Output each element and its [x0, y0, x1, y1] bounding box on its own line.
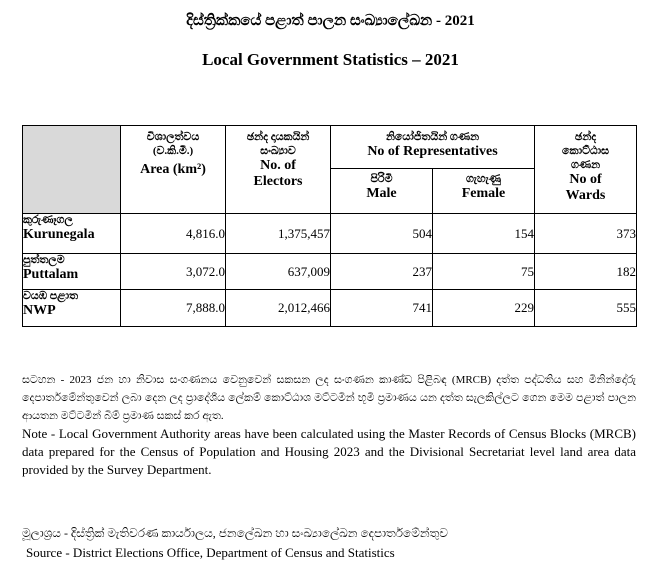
notes-block — [22, 371, 636, 479]
page-title-sinhala: දිස්ත්‍රික්කයේ පළාත් පාලන සංඛ්‍යාලේඛන - 2021 — [186, 13, 475, 29]
source-sinhala: මූලාශ්‍රය - දිස්ත්‍රික් මැතිවරණ කාර්යාලය, ජනලේඛන හා සංඛ්‍යාලේඛන දෙපාර්තමේන්තුව — [22, 526, 448, 540]
cell-wards: 373 — [535, 214, 637, 254]
cell-electors: 637,009 — [226, 254, 331, 290]
row-name-english: Kurunegala — [23, 227, 95, 242]
cell-female: 75 — [433, 254, 535, 290]
header-wards-english: No of Wards — [565, 172, 606, 203]
table-row — [23, 214, 637, 254]
cell-electors: 1,375,457 — [226, 214, 331, 254]
cell-electors: 2,012,466 — [226, 290, 331, 327]
header-wards — [535, 126, 637, 214]
cell-male: 504 — [331, 214, 433, 254]
cell-wards: 555 — [535, 290, 637, 327]
header-male-english: Male — [366, 186, 397, 201]
header-electors-english: No. of Electors — [253, 158, 303, 189]
row-name-sinhala: කුරුණෑගල — [23, 214, 73, 226]
cell-female: 154 — [433, 214, 535, 254]
cell-male: 741 — [331, 290, 433, 327]
header-electors-sinhala: ඡන්ද දායකයින් සංඛ්‍යාව — [246, 131, 310, 157]
row-name — [23, 254, 121, 290]
header-female — [433, 169, 535, 214]
row-name-english: NWP — [23, 303, 56, 318]
row-name-sinhala: පුත්තලම — [23, 254, 65, 266]
header-electors — [226, 126, 331, 214]
header-male-sinhala: පිරිමි — [370, 173, 393, 185]
header-representatives-english: No of Representatives — [367, 144, 498, 159]
header-area — [121, 126, 226, 214]
header-area-unit-sinhala: (ව.කි.මී.) — [152, 145, 194, 157]
header-area-sinhala: විශාලත්වය — [146, 131, 200, 143]
note-english: Note - Local Government Authority areas have been calculated using the Master Records of Census Blocks (MRCB) data prepared for the Census of Population and Housing 2023 and the Divisional Secretariat level land area data provided by the Survey Department. — [22, 426, 636, 477]
row-name-english: Puttalam — [23, 267, 79, 282]
cell-female: 229 — [433, 290, 535, 327]
page-title: Local Government Statistics – 2021 — [202, 50, 459, 69]
note-sinhala: සටහන - 2023 ජන හා නිවාස සංගණනය වෙනුවෙන් සකසන ලද සංගණන කාණ්ඩ පිළිබඳ (MRCB) දත්ත පද්ධතිය සහ මිනින්දෝරු දෙපාර්තමේන්තුවෙන් ලබා දෙන ලද ප්‍රාදේශීය ලේකම් කොට්ඨාශ මට්ටමින් භූමි ප්‍රමාණය යන දත්ත සැලකිල්ලට ගෙන මෙම පළාත් පාලන ආයතන මට්ටමින් බිම් ප්‍රමාණ සකස් කර ඇත. — [22, 374, 636, 422]
cell-area: 7,888.0 — [121, 290, 226, 327]
row-name-sinhala: වයඹ පළාත — [23, 290, 79, 302]
cell-area: 4,816.0 — [121, 214, 226, 254]
cell-area: 3,072.0 — [121, 254, 226, 290]
row-name — [23, 214, 121, 254]
header-representatives-sinhala: නියෝජිතයින් ගණන — [385, 131, 480, 143]
header-area-english: Area (km²) — [140, 162, 206, 177]
source-english: Source - District Elections Office, Department of Census and Statistics — [26, 545, 395, 560]
row-name — [23, 290, 121, 327]
local-government-statistics-table — [22, 125, 637, 327]
header-wards-sinhala: ඡන්ද කොට්ඨාස ගණන — [562, 131, 609, 171]
header-female-sinhala: ගැහැණු — [466, 173, 502, 185]
cell-male: 237 — [331, 254, 433, 290]
header-female-english: Female — [461, 186, 506, 201]
table-row — [23, 290, 637, 327]
header-representatives — [331, 126, 535, 169]
table-row — [23, 254, 637, 290]
header-corner-cell — [23, 126, 121, 214]
header-male — [331, 169, 433, 214]
cell-wards: 182 — [535, 254, 637, 290]
